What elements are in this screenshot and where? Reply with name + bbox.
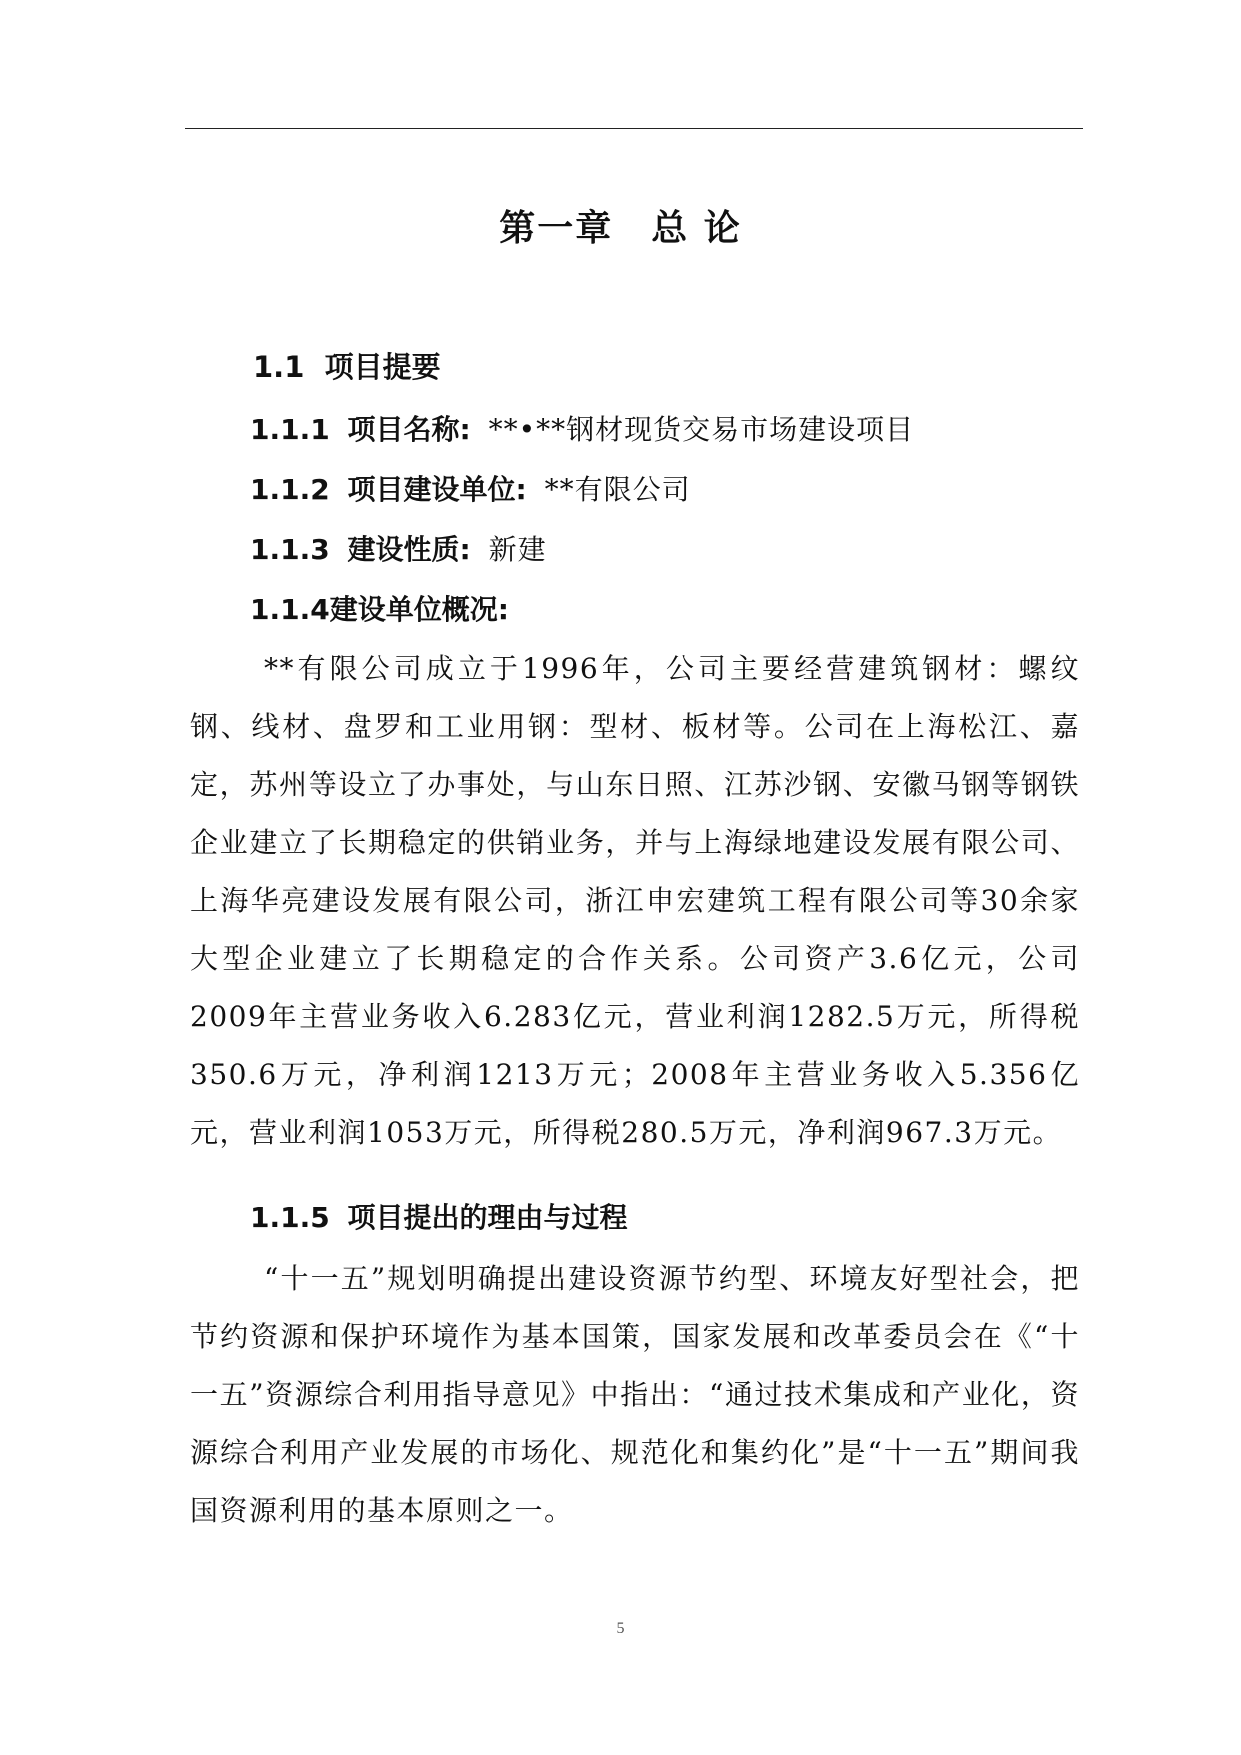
section-heading <box>253 345 441 386</box>
item-value: 新建 <box>488 533 547 566</box>
header-rule <box>185 128 1083 129</box>
item-label: 建设性质: <box>347 533 471 566</box>
item-project-name <box>250 408 914 448</box>
item-construction-unit <box>250 468 691 508</box>
chapter-title: 第一章 总 论 <box>499 208 742 249</box>
item-construction-nature <box>250 528 547 568</box>
item-number: 1.1.4 <box>250 593 330 626</box>
item-label: 建设单位概况: <box>329 593 509 626</box>
item-label: 项目名称: <box>347 413 471 446</box>
item-label: 项目建设单位: <box>347 473 527 506</box>
section-title: 项目提要 <box>324 350 441 384</box>
item-value: **•**钢材现货交易市场建设项目 <box>488 413 915 446</box>
item-value: **有限公司 <box>544 473 691 506</box>
paragraph-company-overview: **有限公司成立于1996年，公司主要经营建筑钢材：螺纹钢、线材、盘罗和工业用钢：型材、板材等。公司在上海松江、嘉定，苏州等设立了办事处，与山东日照、江苏沙钢、安徽马钢等钢铁企业建立了长期稳定的供销业务，并与上海绿地建设发展有限公司、上海华亮建设发展有限公司，浙江申宏建筑工程有限公司等30余家大型企业建立了长期稳定的合作关系。公司资产3.6亿元，公司2009年主营业务收入6.283亿元，营业利润1282.5万元，所得税350.6万元，净利润1213万元；2008年主营业务收入5.356亿元，营业利润1053万元，所得税280.5万元，净利润967.3万元。 <box>190 652 1080 1149</box>
paragraph-project-reason: “十一五”规划明确提出建设资源节约型、环境友好型社会，把节约资源和保护环境作为基本国策，国家发展和改革委员会在《“十一五”资源综合利用指导意见》中指出：“通过技术集成和产业化，资源综合利用产业发展的市场化、规范化和集约化”是“十一五”期间我国资源利用的基本原则之一。 <box>190 1262 1080 1527</box>
item-unit-overview <box>250 588 509 628</box>
item-number: 1.1.2 <box>250 473 330 506</box>
item-label: 项目提出的理由与过程 <box>347 1201 628 1234</box>
item-number: 1.1.3 <box>250 533 330 566</box>
page-number: 5 <box>616 1620 625 1637</box>
item-number: 1.1.5 <box>250 1201 330 1234</box>
item-project-reason <box>250 1196 628 1236</box>
item-number: 1.1.1 <box>250 413 330 446</box>
section-number: 1.1 <box>253 350 305 384</box>
